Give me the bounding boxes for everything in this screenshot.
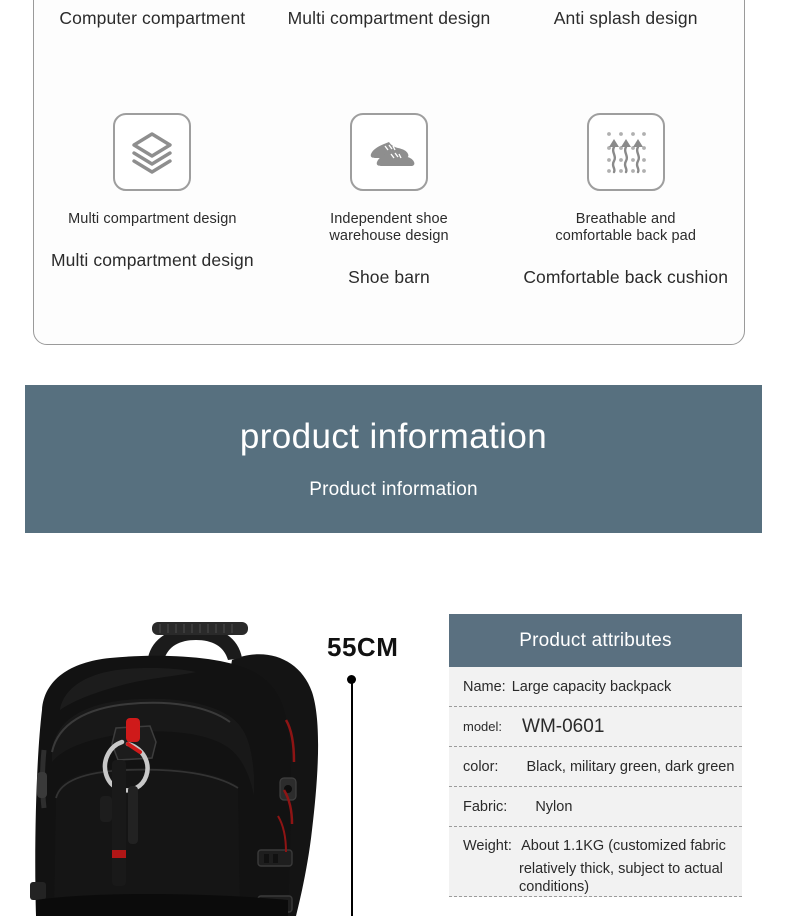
feature-label-small-line-2: comfortable back pad <box>555 228 696 245</box>
product-information-banner <box>25 385 762 533</box>
attribute-row-fabric <box>449 787 742 827</box>
feature-label-small-line-1: Breathable and <box>575 211 676 227</box>
feature-item-water-repellent[interactable] <box>507 0 744 99</box>
attribute-key: color: <box>463 758 499 775</box>
feature-item-multi-compartment-bottom[interactable] <box>34 99 271 345</box>
product-attributes-body <box>449 667 742 897</box>
feature-label-small-line-1: Independent shoe <box>330 211 448 227</box>
attribute-row-color <box>449 747 742 787</box>
attribute-row-model <box>449 707 742 747</box>
attribute-value: Black, military green, dark green <box>526 758 735 775</box>
feature-item-computer-compartment[interactable] <box>34 0 271 99</box>
dimension-marker-line <box>351 676 353 916</box>
feature-label-small <box>555 211 696 245</box>
attribute-key: Name: <box>463 678 506 695</box>
features-row-2 <box>34 99 744 345</box>
product-attributes-panel <box>449 614 742 897</box>
features-row-1 <box>34 0 744 99</box>
attribute-key: Weight: <box>463 838 512 854</box>
attribute-value: WM-0601 <box>522 715 605 737</box>
feature-label-large: Multi compartment design <box>287 8 491 29</box>
feature-label-small-line-2: warehouse design <box>329 228 449 245</box>
attribute-value: Nylon <box>535 798 573 815</box>
dimension-label: 55CM <box>327 632 399 662</box>
feature-label-small <box>329 211 448 245</box>
feature-item-multi-compartment-top[interactable] <box>271 0 508 99</box>
stacked-layers-icon <box>113 113 191 191</box>
feature-item-shoe-compartment[interactable] <box>271 99 508 345</box>
sneakers-icon <box>350 113 428 191</box>
banner-subtitle: Product information <box>309 479 478 500</box>
feature-label-large: Anti splash design <box>553 8 698 29</box>
product-attributes-header: Product attributes <box>449 614 742 667</box>
features-card <box>33 0 745 345</box>
attribute-value: Large capacity backpack <box>511 678 672 695</box>
attribute-row-name <box>449 667 742 707</box>
feature-item-breathable-back-pad[interactable] <box>507 99 744 345</box>
banner-title: product information <box>239 417 548 456</box>
feature-label-large: Computer compartment <box>59 8 246 29</box>
feature-label-small: Multi compartment design <box>68 211 237 227</box>
breathable-airflow-icon <box>587 113 665 191</box>
attribute-key: model: <box>463 719 503 734</box>
attribute-key: Fabric: <box>463 798 508 815</box>
attribute-value: About 1.1KG (customized fabric <box>521 838 726 854</box>
feature-label-large: Multi compartment design <box>50 250 254 271</box>
feature-label-large: Comfortable back cushion <box>523 267 729 288</box>
attribute-value-continued: relatively thick, subject to actual conditions) <box>519 861 723 896</box>
feature-label-large: Shoe barn <box>348 267 430 288</box>
attribute-row-weight <box>449 827 742 897</box>
